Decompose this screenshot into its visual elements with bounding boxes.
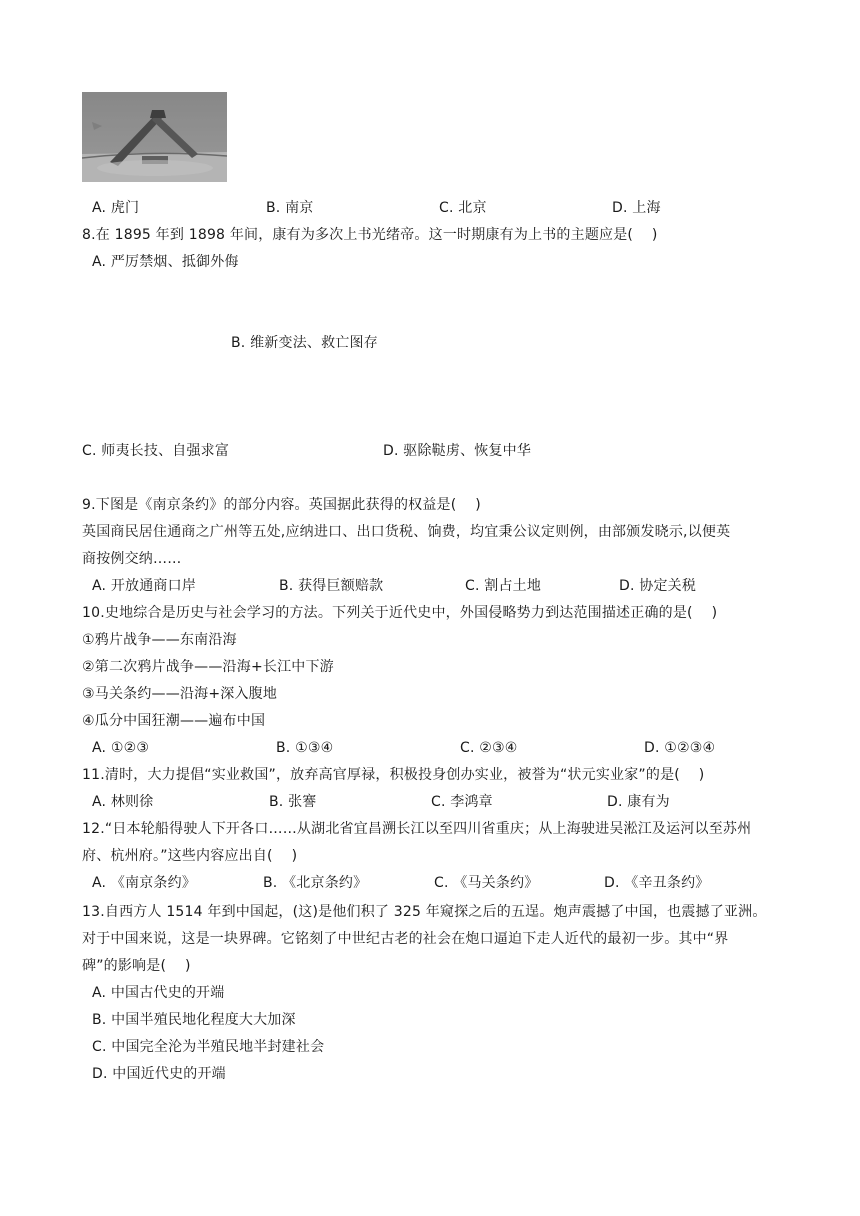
q10-option-b: B. ①③④: [276, 740, 334, 756]
q10-item-4: ④瓜分中国狂潮——遍布中国: [82, 713, 266, 729]
q11-option-b: B. 张謇: [269, 794, 317, 810]
q8-option-b: B. 维新变法、救亡图存: [231, 335, 378, 351]
q13-stem-line-3: 碑”的影响是( ): [82, 958, 191, 974]
q8-option-a: A. 严厉禁烟、抵御外侮: [92, 254, 239, 270]
q7-option-d: D. 上海: [612, 200, 661, 216]
q12-option-a: A. 《南京条约》: [92, 875, 197, 891]
q10-option-d: D. ①②③④: [644, 740, 716, 756]
q9-option-b: B. 获得巨额赔款: [279, 578, 384, 594]
q10-stem: 10.史地综合是历史与社会学习的方法。下列关于近代史中，外国侵略势力到达范围描述正确的是( ): [82, 605, 718, 621]
q9-stem: 9.下图是《南京条约》的部分内容。英国据此获得的权益是( ): [82, 497, 481, 513]
q13-stem-line-1: 13.自西方人 1514 年到中国起，(这)是他们积了 325 年窥探之后的五逞。炮声震撼了中国，也震撼了亚洲。: [82, 904, 767, 920]
q9-quote-line-1: 英国商民居住通商之广州等五处,应纳进口、出口货税、饷费，均宜秉公议定则例，由部颁发晓示,以便英: [82, 524, 731, 540]
q12-stem-line-2: 府、杭州府。”这些内容应出自( ): [82, 848, 298, 864]
q8-option-d: D. 驱除鞑虏、恢复中华: [383, 443, 532, 459]
q11-option-a: A. 林则徐: [92, 794, 154, 810]
q12-stem-line-1: 12.“日本轮船得驶人下开各口……从湖北省宜昌溯长江以至四川省重庆；从上海驶进吴淞江及运河以至苏州: [82, 821, 752, 837]
q12-option-b: B. 《北京条约》: [263, 875, 368, 891]
q9-option-d: D. 协定关税: [619, 578, 697, 594]
question-7-photo: [82, 92, 227, 182]
q13-option-b: B. 中国半殖民地化程度大大加深: [92, 1012, 296, 1028]
q7-option-a: A. 虎门: [92, 200, 140, 216]
q10-option-a: A. ①②③: [92, 740, 150, 756]
q9-option-c: C. 割占土地: [465, 578, 542, 594]
q7-option-c: C. 北京: [439, 200, 487, 216]
q10-item-3: ③马关条约——沿海+深入腹地: [82, 686, 278, 702]
q10-item-2: ②第二次鸦片战争——沿海+长江中下游: [82, 659, 334, 675]
q8-stem: 8.在 1895 年到 1898 年间，康有为多次上书光绪帝。这一时期康有为上书的主题应是( ): [82, 227, 658, 243]
q11-option-c: C. 李鸿章: [431, 794, 493, 810]
q13-option-c: C. 中国完全沦为半殖民地半封建社会: [92, 1039, 325, 1055]
q11-option-d: D. 康有为: [607, 794, 670, 810]
q13-stem-line-2: 对于中国来说，这是一块界碑。它铭刻了中世纪古老的社会在炮口逼迫下走人近代的最初一步。其中“界: [82, 931, 729, 947]
q9-quote-line-2: 商按例交纳……: [82, 551, 182, 567]
q12-option-c: C. 《马关条约》: [434, 875, 539, 891]
q11-stem: 11.清时，大力提倡“实业救国”，放弃高官厚禄，积极投身创办实业，被誉为“状元实业家”的是( ): [82, 767, 705, 783]
monument-photo-illustration: [82, 92, 227, 182]
q10-option-c: C. ②③④: [460, 740, 518, 756]
q13-option-a: A. 中国古代史的开端: [92, 985, 225, 1001]
q8-option-c: C. 师夷长技、自强求富: [82, 443, 230, 459]
q12-option-d: D. 《辛丑条约》: [604, 875, 710, 891]
q10-item-1: ①鸦片战争——东南沿海: [82, 632, 237, 648]
q13-option-d: D. 中国近代史的开端: [92, 1066, 226, 1082]
q7-option-b: B. 南京: [266, 200, 314, 216]
q9-option-a: A. 开放通商口岸: [92, 578, 197, 594]
